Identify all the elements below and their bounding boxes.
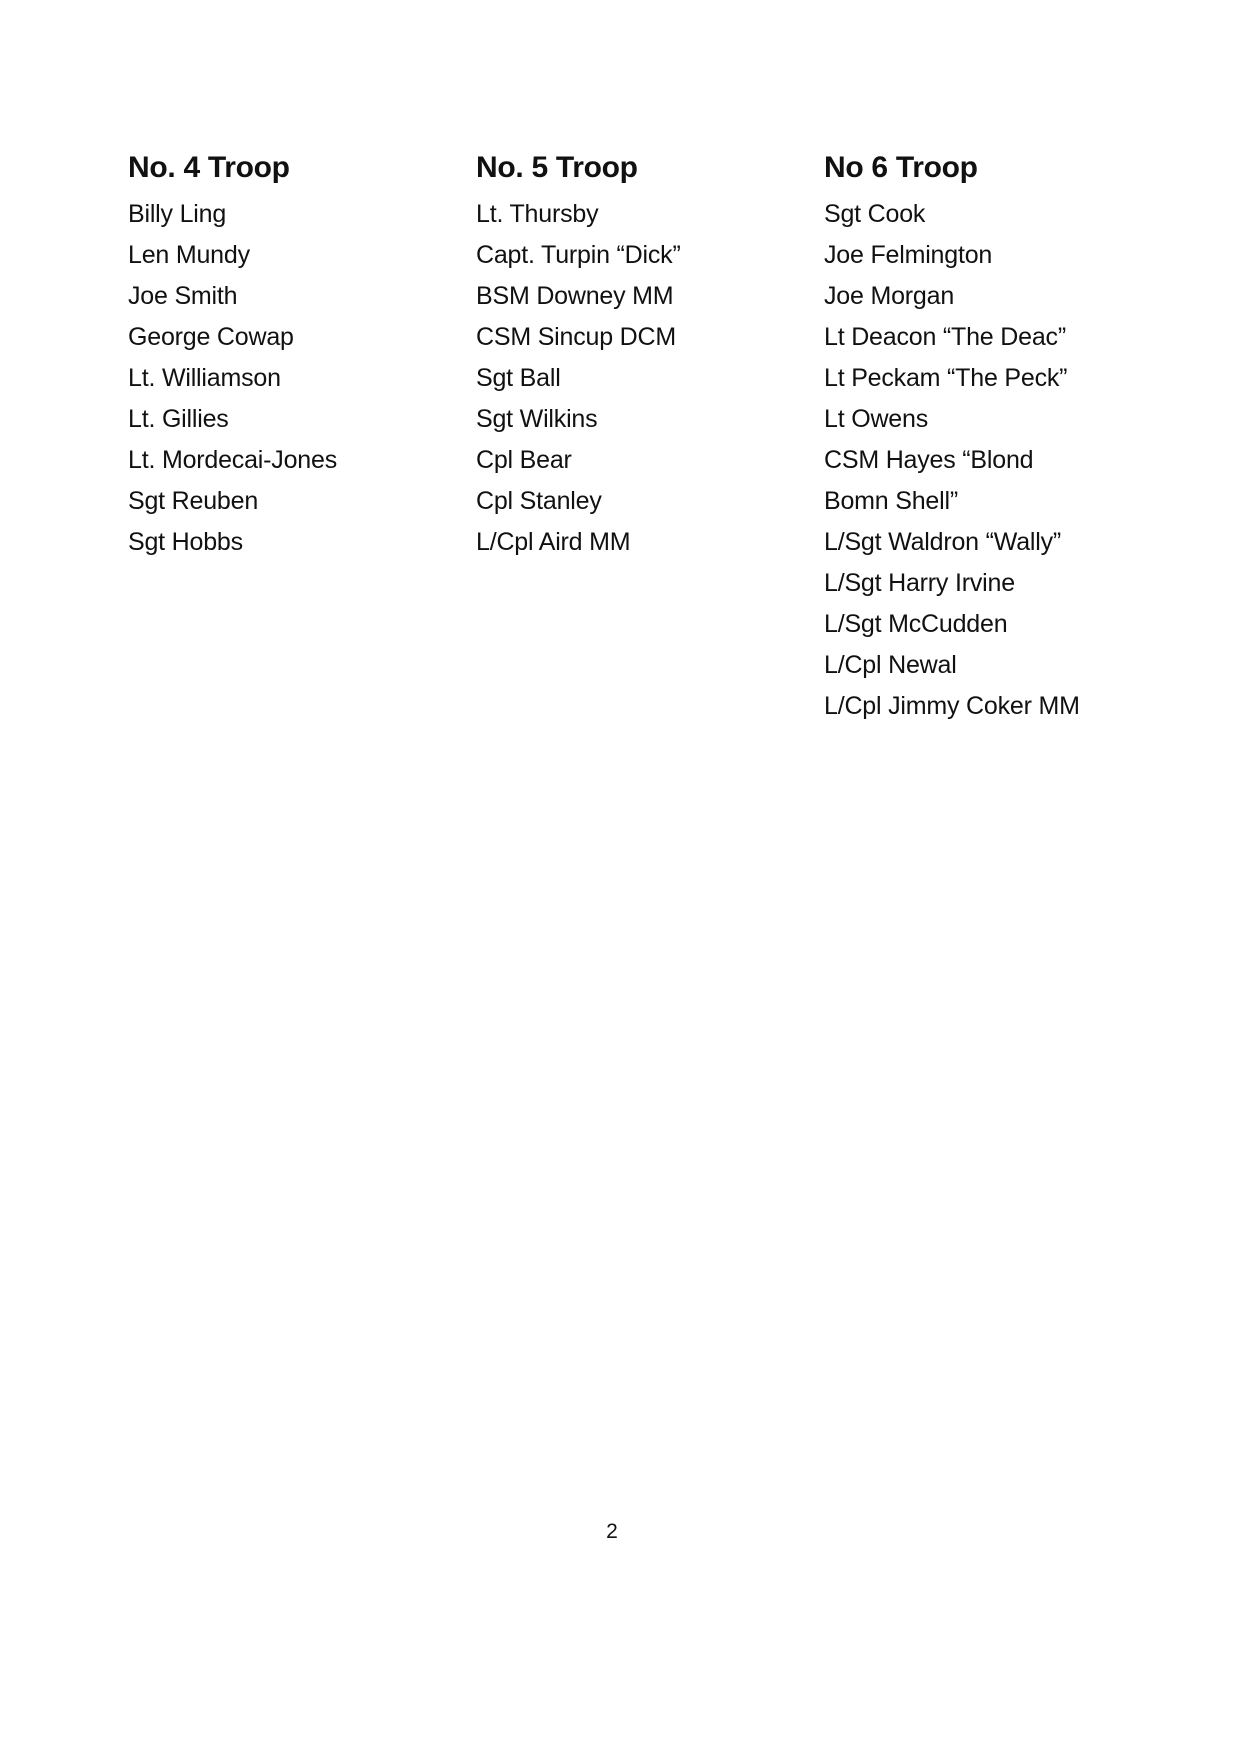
roster-entry: Sgt Wilkins <box>476 405 598 433</box>
troop-4-heading: No. 4 Troop <box>128 151 290 184</box>
roster-entry: Joe Morgan <box>824 282 955 310</box>
roster-entry: Sgt Hobbs <box>128 528 243 556</box>
roster-entry: Lt Owens <box>824 405 929 433</box>
roster-entry: CSM Sincup DCM <box>476 323 677 351</box>
roster-entry: Cpl Bear <box>476 446 572 474</box>
roster-entry: L/Cpl Aird MM <box>476 528 631 556</box>
troop-5-roster <box>476 194 836 563</box>
roster-entry: Lt. Gillies <box>128 405 229 433</box>
roster-entry: Cpl Stanley <box>476 487 602 515</box>
troop-5-column <box>476 148 836 563</box>
roster-entry: Lt. Thursby <box>476 200 599 228</box>
roster-entry: L/Cpl Jimmy Coker MM <box>824 692 1080 720</box>
roster-entry: L/Sgt McCudden <box>824 610 1008 638</box>
roster-entry: Capt. Turpin “Dick” <box>476 241 681 269</box>
roster-entry: Lt. Mordecai-Jones <box>128 446 337 474</box>
page-number: 2 <box>606 1520 618 1543</box>
roster-entry: BSM Downey MM <box>476 282 674 310</box>
troop-4-column <box>128 148 488 563</box>
roster-entry: Lt Deacon “The Deac” <box>824 323 1066 351</box>
roster-entry: Lt. Williamson <box>128 364 281 392</box>
roster-entry: Sgt Ball <box>476 364 561 392</box>
roster-entry: George Cowap <box>128 323 294 351</box>
troop-6-heading: No 6 Troop <box>824 151 978 184</box>
roster-entry: Billy Ling <box>128 200 227 228</box>
roster-entry: Joe Felmington <box>824 241 993 269</box>
troop-4-roster <box>128 194 488 563</box>
troop-5-heading: No. 5 Troop <box>476 151 638 184</box>
roster-entry: L/Sgt Harry Irvine <box>824 569 1015 597</box>
troop-6-column <box>824 148 1184 727</box>
roster-entry: L/Sgt Waldron “Wally” <box>824 528 1062 556</box>
roster-entry: Lt Peckam “The Peck” <box>824 364 1068 392</box>
roster-entry: Sgt Reuben <box>128 487 259 515</box>
roster-entry: Joe Smith <box>128 282 238 310</box>
roster-entry: Bomn Shell” <box>824 487 958 515</box>
roster-entry: Len Mundy <box>128 241 250 269</box>
roster-entry: Sgt Cook <box>824 200 926 228</box>
roster-entry: CSM Hayes “Blond <box>824 446 1034 474</box>
troop-6-roster <box>824 194 1184 727</box>
roster-entry: L/Cpl Newal <box>824 651 957 679</box>
